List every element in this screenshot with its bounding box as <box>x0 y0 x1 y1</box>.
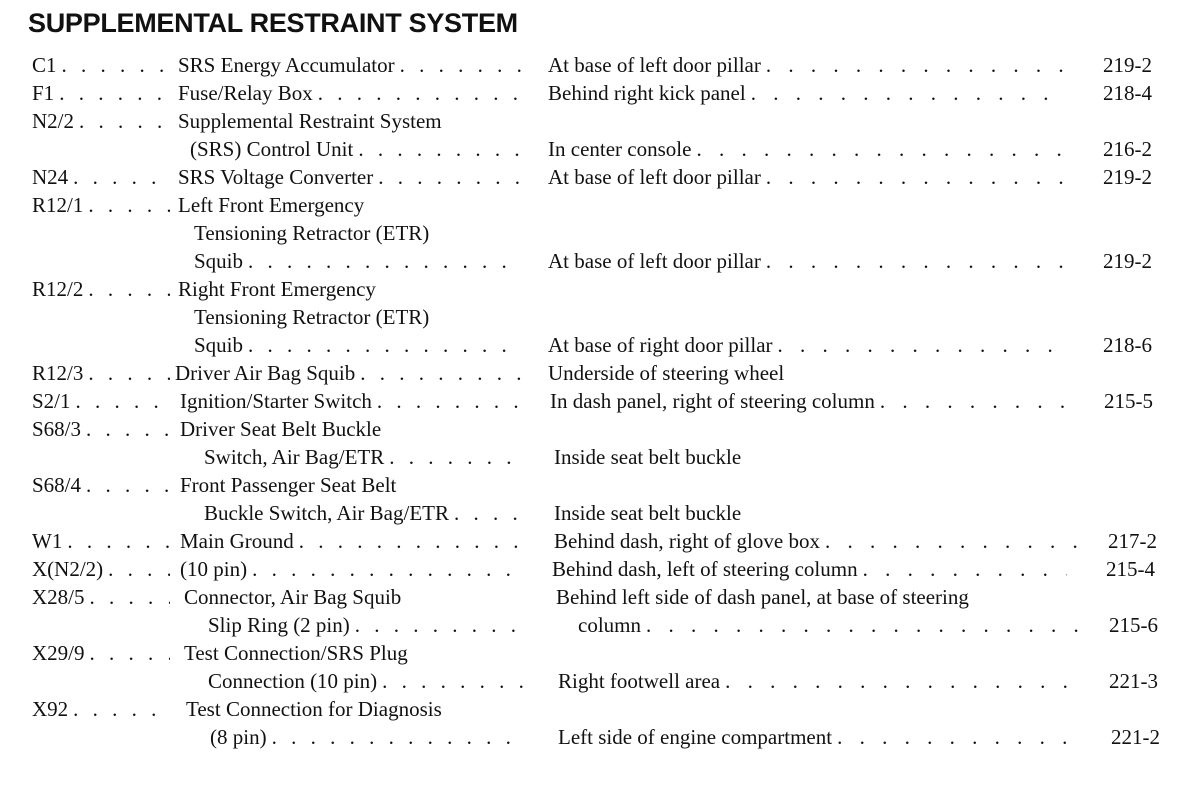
location-text: Left side of engine compartment . . . <box>558 723 1083 751</box>
location-text: column . . . <box>578 611 1081 639</box>
component-name: Squib . . . <box>194 331 522 359</box>
location-text: Behind left side of dash panel, at base of steering <box>556 585 969 609</box>
component-name: Buckle Switch, Air Bag/ETR . . . <box>204 499 526 527</box>
component-name: SRS Voltage Converter . . . <box>178 163 522 191</box>
component-code: X29/9 . . . <box>32 639 170 667</box>
location-text: Underside of steering wheel <box>548 361 785 385</box>
component-name: Front Passenger Seat Belt <box>180 473 397 497</box>
component-code: N24 . . . <box>32 163 170 191</box>
location-text: Behind dash, right of glove box . . . <box>554 527 1079 555</box>
component-code: F1 . . . <box>32 79 170 107</box>
component-name: Slip Ring (2 pin) . . . <box>208 611 526 639</box>
component-name: Fuse/Relay Box . . . <box>178 79 522 107</box>
component-code: X92 . . . <box>32 695 170 723</box>
component-code: N2/2 . . . <box>32 107 170 135</box>
page-reference: 215-5 <box>1104 389 1153 413</box>
component-name: Switch, Air Bag/ETR . . . <box>204 443 526 471</box>
component-code: S68/4 . . . <box>32 471 170 499</box>
component-code: W1 . . . <box>32 527 170 555</box>
component-name: Left Front Emergency <box>178 193 365 217</box>
page-reference: 215-4 <box>1106 557 1155 581</box>
component-name: Test Connection for Diagnosis <box>186 697 442 721</box>
location-text: At base of right door pillar . . . <box>548 331 1063 359</box>
component-name: (10 pin) . . . <box>180 555 526 583</box>
location-text: Inside seat belt buckle <box>554 501 742 525</box>
page-reference: 219-2 <box>1103 249 1152 273</box>
location-text: At base of left door pillar . . . <box>548 247 1063 275</box>
component-name: Connector, Air Bag Squib <box>184 585 402 609</box>
page-reference: 218-4 <box>1103 81 1152 105</box>
location-text: Right footwell area . . . <box>558 667 1083 695</box>
component-name: Ignition/Starter Switch . . . <box>180 387 522 415</box>
component-name: Connection (10 pin) . . . <box>208 667 526 695</box>
location-text: Behind dash, left of steering column . . . <box>552 555 1067 583</box>
component-code: R12/2 . . . <box>32 275 170 303</box>
page-reference: 219-2 <box>1103 165 1152 189</box>
component-name: Tensioning Retractor (ETR) <box>194 305 430 329</box>
component-code: R12/1 . . . <box>32 191 170 219</box>
component-code: R12/3 . . . <box>32 359 170 387</box>
location-text: At base of left door pillar . . . <box>548 163 1063 191</box>
component-name: SRS Energy Accumulator . . . <box>178 51 522 79</box>
location-text: In center console . . . <box>548 135 1063 163</box>
location-text: In dash panel, right of steering column . . . <box>550 387 1065 415</box>
component-code: S68/3 . . . <box>32 415 170 443</box>
component-name: Test Connection/SRS Plug <box>184 641 408 665</box>
page-reference: 218-6 <box>1103 333 1152 357</box>
component-name: (SRS) Control Unit . . . <box>190 135 522 163</box>
location-text: Inside seat belt buckle <box>554 445 742 469</box>
component-name: Right Front Emergency <box>178 277 376 301</box>
component-name: Main Ground . . . <box>180 527 526 555</box>
component-code: S2/1 . . . <box>32 387 170 415</box>
component-code: C1 . . . <box>32 51 170 79</box>
page-reference: 217-2 <box>1108 529 1157 553</box>
location-text: Behind right kick panel . . . <box>548 79 1063 107</box>
component-name: Supplemental Restraint System <box>178 109 442 133</box>
component-code: X28/5 . . . <box>32 583 170 611</box>
page-title: SUPPLEMENTAL RESTRAINT SYSTEM <box>28 8 518 38</box>
page-reference: 215-6 <box>1109 613 1158 637</box>
component-name: (8 pin) . . . <box>210 723 526 751</box>
component-code: X(N2/2) . . . <box>32 555 170 583</box>
component-name: Squib . . . <box>194 247 522 275</box>
page-reference: 221-2 <box>1111 725 1160 749</box>
page-reference: 221-3 <box>1109 669 1158 693</box>
component-name: Tensioning Retractor (ETR) <box>194 221 430 245</box>
page-reference: 219-2 <box>1103 53 1152 77</box>
component-name: Driver Seat Belt Buckle <box>180 417 382 441</box>
page-reference: 216-2 <box>1103 137 1152 161</box>
location-text: At base of left door pillar . . . <box>548 51 1063 79</box>
component-name: Driver Air Bag Squib . . . <box>175 359 522 387</box>
